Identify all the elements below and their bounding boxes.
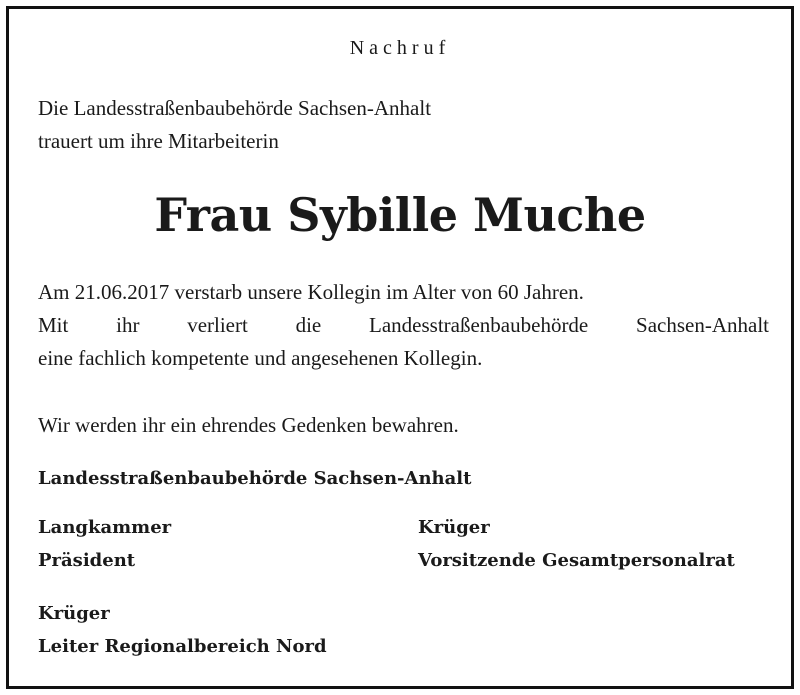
signature-bottom-name: Krüger [38, 603, 110, 624]
deceased-name: Frau Sybille Muche [154, 188, 646, 242]
signature-bottom-role: Leiter Regionalbereich Nord [38, 636, 327, 657]
signature-right-role: Vorsitzende Gesamtpersonalrat [418, 550, 735, 571]
intro-line-2: trauert um ihre Mitarbeiterin [38, 129, 279, 153]
body-line-3: eine fachlich kompetente und angesehenen Kollegin. [38, 346, 483, 370]
signature-left-name: Langkammer [38, 517, 172, 538]
intro-line-1: Die Landesstraßenbaubehörde Sachsen-Anhalt [38, 96, 432, 120]
signature-left-role: Präsident [38, 550, 136, 571]
signature-right-name: Krüger [418, 517, 490, 538]
body-line-2: Mit ihr verliert die Landesstraßenbaubehörde Sachsen-Anhalt [38, 313, 769, 337]
signature-organization: Landesstraßenbaubehörde Sachsen-Anhalt [38, 468, 472, 489]
body-line-1: Am 21.06.2017 verstarb unsere Kollegin im Alter von 60 Jahren. [38, 280, 584, 304]
body-line-4: Wir werden ihr ein ehrendes Gedenken bewahren. [38, 413, 459, 437]
obituary-heading: Nachruf [349, 37, 451, 59]
obituary-frame [6, 6, 794, 689]
